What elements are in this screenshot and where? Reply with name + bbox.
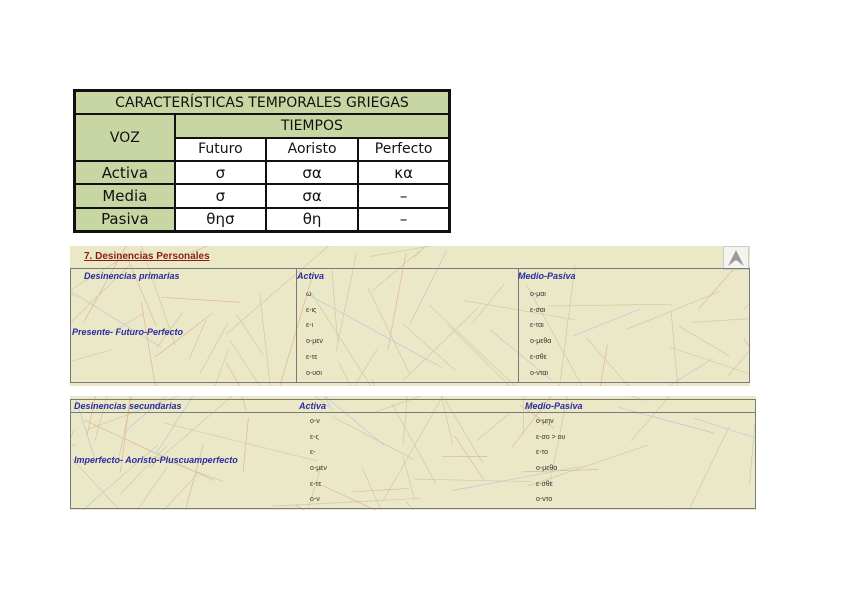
activa-ending: ε-ς bbox=[310, 434, 319, 441]
divider bbox=[70, 268, 71, 382]
medio-ending: ο-μην bbox=[536, 418, 554, 425]
activa-ending: ε-ις bbox=[306, 307, 317, 314]
activa-ending: ε- bbox=[310, 449, 316, 456]
medio-ending: ε-σαι bbox=[530, 307, 546, 314]
column-header-aoristo: Aoristo bbox=[266, 138, 358, 161]
header-secundarias: Desinencias secundarias bbox=[74, 401, 182, 411]
futuro-cell: θησ bbox=[175, 208, 266, 232]
table-row bbox=[75, 208, 450, 232]
header-primarias: Desinencias primarias bbox=[84, 271, 180, 281]
table-row bbox=[75, 161, 450, 184]
voz-cell: Media bbox=[75, 184, 175, 207]
divider bbox=[755, 399, 756, 509]
logo-icon bbox=[723, 246, 749, 270]
medio-ending: ε-σο > ου bbox=[536, 434, 566, 441]
medio-ending: ε-ται bbox=[530, 322, 544, 329]
medio-ending: ε-το bbox=[536, 449, 549, 456]
aoristo-cell: σα bbox=[266, 184, 358, 207]
divider bbox=[518, 268, 519, 382]
medio-ending: ε-σθε bbox=[536, 481, 553, 488]
divider bbox=[70, 412, 756, 413]
activa-ending: ο-ν bbox=[310, 418, 320, 425]
perfecto-cell: κα bbox=[358, 161, 449, 184]
column-header-futuro: Futuro bbox=[175, 138, 266, 161]
column-header-perfecto: Perfecto bbox=[358, 138, 449, 161]
perfecto-cell: – bbox=[358, 208, 449, 232]
header-medio-pasiva: Medio-Pasiva bbox=[518, 271, 576, 281]
activa-ending: ο-υσι bbox=[306, 370, 322, 377]
aoristo-cell: θη bbox=[266, 208, 358, 232]
voz-cell: Activa bbox=[75, 161, 175, 184]
activa-ending: ε-ι bbox=[306, 322, 314, 329]
activa-ending: ε-τε bbox=[306, 354, 318, 361]
group-label: Imperfecto- Aoristo-Pluscuamperfecto bbox=[74, 455, 238, 465]
medio-ending: ε-σθε bbox=[530, 354, 547, 361]
divider bbox=[70, 268, 750, 269]
futuro-cell: σ bbox=[175, 184, 266, 207]
perfecto-cell: – bbox=[358, 184, 449, 207]
divider bbox=[749, 268, 750, 382]
divider bbox=[296, 268, 297, 382]
primary-endings-panel bbox=[70, 246, 750, 386]
divider bbox=[70, 399, 71, 509]
header-activa: Activa bbox=[297, 271, 325, 281]
futuro-cell: σ bbox=[175, 161, 266, 184]
group-label: Presente- Futuro-Perfecto bbox=[72, 327, 184, 337]
divider bbox=[70, 399, 756, 400]
table-row bbox=[75, 184, 450, 207]
tiempos-header: TIEMPOS bbox=[175, 114, 450, 137]
header-activa: Activa bbox=[299, 401, 327, 411]
activa-ending: ω bbox=[306, 291, 312, 298]
medio-ending: ο-μεθα bbox=[530, 338, 552, 345]
medio-ending: ο-νται bbox=[530, 370, 548, 377]
temporal-characteristics-table bbox=[73, 89, 451, 233]
voz-cell: Pasiva bbox=[75, 208, 175, 232]
activa-ending: ο-ν bbox=[310, 496, 320, 503]
table-title: CARACTERÍSTICAS TEMPORALES GRIEGAS bbox=[75, 91, 450, 115]
divider bbox=[70, 382, 750, 383]
header-medio-pasiva: Medio-Pasiva bbox=[525, 401, 583, 411]
activa-ending: ε-τε bbox=[310, 481, 322, 488]
medio-ending: ο-μαι bbox=[530, 291, 546, 298]
medio-ending: ο-μεθα bbox=[536, 465, 558, 472]
voz-header: VOZ bbox=[75, 114, 175, 161]
activa-ending: ο-μεν bbox=[306, 338, 323, 345]
medio-ending: ο-ντο bbox=[536, 496, 553, 503]
activa-ending: ο-μεν bbox=[310, 465, 327, 472]
aoristo-cell: σα bbox=[266, 161, 358, 184]
secondary-endings-panel bbox=[70, 396, 756, 510]
section-title: 7. Desinencias Personales bbox=[84, 251, 210, 262]
divider bbox=[70, 508, 756, 509]
